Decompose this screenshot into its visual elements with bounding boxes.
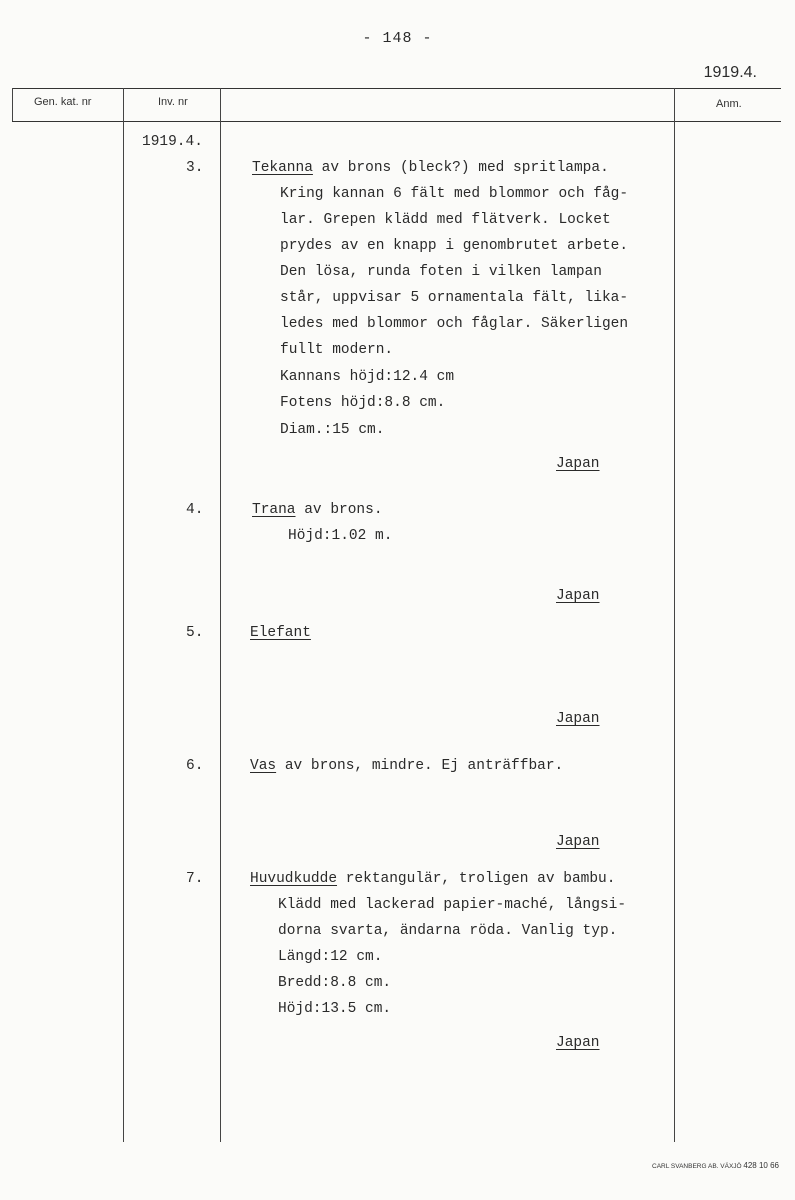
column-divider-gen-inv — [123, 88, 124, 1142]
entry-number: 3. — [186, 160, 204, 176]
column-divider-desc-anm — [674, 88, 675, 1142]
entry-line: lar. Grepen klädd med flätverk. Locket — [280, 212, 611, 228]
entry-first-line — [252, 160, 609, 176]
entry-title: Elefant — [250, 625, 311, 641]
column-divider-inv-desc — [220, 88, 221, 1142]
header-top-rule — [12, 88, 781, 89]
entry-line: fullt modern. — [280, 342, 394, 358]
entry-line: Kring kannan 6 fält med blommor och fåg- — [280, 186, 629, 202]
entry-first-line — [250, 871, 615, 887]
entry-origin: Japan — [556, 834, 600, 850]
entry-title: Tekanna — [252, 160, 313, 176]
header-bottom-rule — [12, 121, 781, 122]
page-number: - 148 - — [362, 30, 433, 47]
column-header-anm: Anm. — [716, 98, 742, 110]
printer-name: CARL SVANBERG AB. VÄXJÖ — [652, 1163, 742, 1170]
entry-origin: Japan — [556, 711, 600, 727]
entry-line: Höjd:13.5 cm. — [278, 1001, 392, 1017]
entry-number: 7. — [186, 871, 204, 887]
entry-line: står, uppvisar 5 ornamentala fält, lika- — [280, 290, 629, 306]
form-code: 428 10 66 — [743, 1161, 779, 1170]
entry-first-line-text: av brons. — [304, 502, 383, 518]
column-header-gen-kat-nr: Gen. kat. nr — [34, 96, 92, 108]
entry-first-line — [250, 758, 563, 774]
entry-origin: Japan — [556, 1035, 600, 1051]
entry-origin: Japan — [556, 456, 600, 472]
entry-line: Den lösa, runda foten i vilken lampan — [280, 264, 602, 280]
entry-line: Fotens höjd:8.8 cm. — [280, 395, 446, 411]
entry-line: Diam.:15 cm. — [280, 422, 385, 438]
entry-line: Klädd med lackerad papier-maché, långsi- — [278, 897, 627, 913]
entry-first-line-text: av brons, mindre. Ej anträffbar. — [284, 758, 564, 774]
entry-line: Längd:12 cm. — [278, 949, 383, 965]
entry-origin: Japan — [556, 588, 600, 604]
entry-line: Höjd:1.02 m. — [288, 528, 393, 544]
section-header: 1919.4. — [142, 134, 203, 150]
entry-number: 6. — [186, 758, 204, 774]
printer-imprint — [652, 1161, 779, 1170]
entry-first-line-text: av brons (bleck?) med spritlampa. — [321, 160, 609, 176]
entry-line: Kannans höjd:12.4 cm — [280, 369, 455, 385]
entry-title: Vas — [250, 758, 277, 774]
entry-line: prydes av en knapp i genombrutet arbete. — [280, 238, 629, 254]
entry-number: 4. — [186, 502, 204, 518]
entry-line: Bredd:8.8 cm. — [278, 975, 392, 991]
entry-title: Huvudkudde — [250, 871, 338, 887]
entry-line: dorna svarta, ändarna röda. Vanlig typ. — [278, 923, 618, 939]
entry-first-line — [252, 502, 383, 518]
column-header-inv-nr: Inv. nr — [158, 96, 188, 108]
entry-first-line-text: rektangulär, troligen av bambu. — [345, 871, 616, 887]
year-reference: 1919.4. — [703, 64, 757, 81]
entry-line: ledes med blommor och fåglar. Säkerligen — [280, 316, 629, 332]
entry-number: 5. — [186, 625, 204, 641]
entry-title: Trana — [252, 502, 296, 518]
left-edge-rule — [12, 88, 13, 121]
